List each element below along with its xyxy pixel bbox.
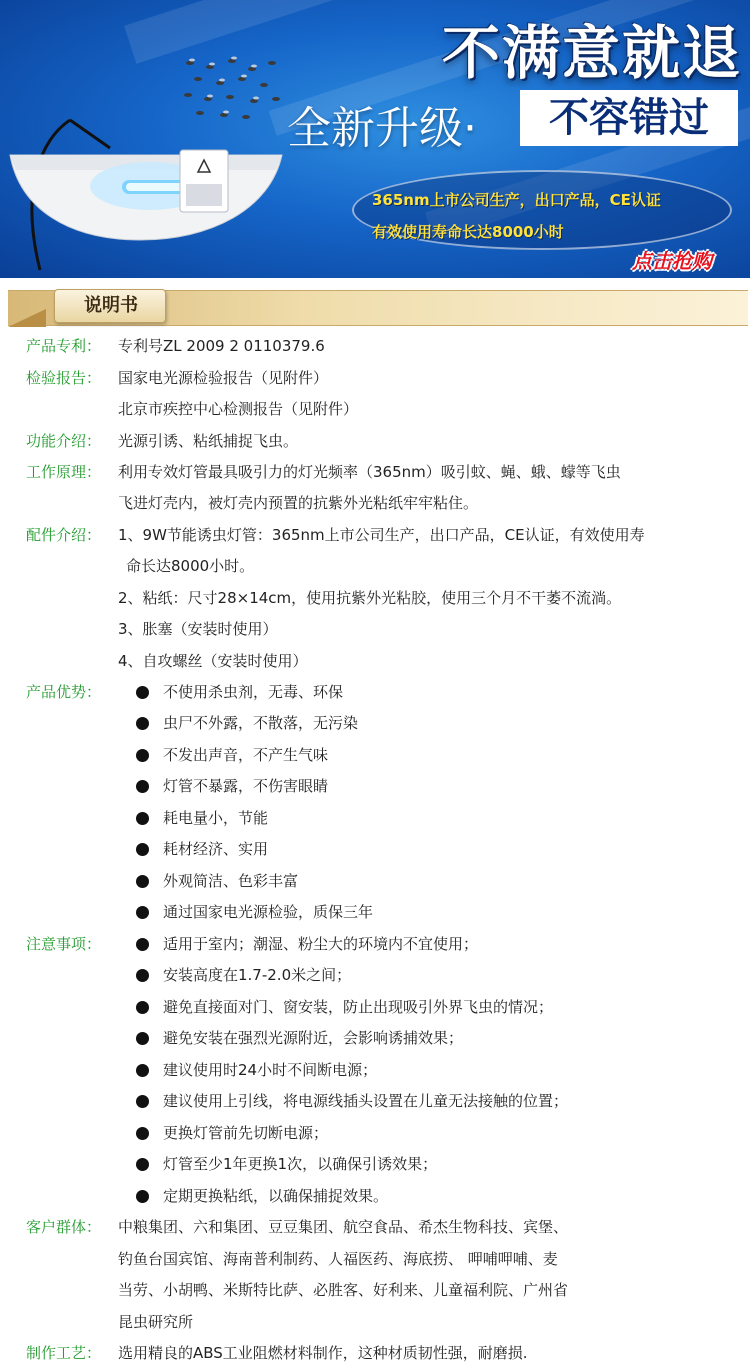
caution-text: 定期更换粘纸，以确保捕捉效果。 xyxy=(163,1187,389,1205)
ribbon-tail xyxy=(8,309,46,327)
caution-text: 建议使用时24小时不间断电源； xyxy=(163,1061,378,1079)
spec-value: 飞进灯壳内，被灯壳内预置的抗紫外光粘纸牢牢粘住。 xyxy=(118,494,479,512)
bullet-icon xyxy=(136,749,149,762)
spec-value: 中粮集团、六和集团、豆豆集团、航空食品、希杰生物科技、宾堡、 xyxy=(118,1218,569,1236)
headline: 不满意就退 xyxy=(441,19,742,87)
advantage-text: 耗材经济、实用 xyxy=(163,840,269,858)
bullet-icon xyxy=(136,969,149,982)
buy-now-button[interactable]: 点击抢购 xyxy=(632,249,712,273)
spec-value: 选用精良的ABS工业阻燃材料制作，这种材质韧性强，耐磨损. xyxy=(118,1344,528,1362)
advantage-text: 不发出声音，不产生气味 xyxy=(163,746,329,764)
spec-label: 产品专利： xyxy=(26,337,102,355)
feature-line: 有效使用寿命长达8000小时 xyxy=(372,223,564,241)
spec-value: 2、粘纸：尺寸28×14cm，使用抗紫外光粘胶，使用三个月不干萎不流淌。 xyxy=(118,589,622,607)
bullet-icon xyxy=(136,1001,149,1014)
advantage-text: 灯管不暴露，不伤害眼睛 xyxy=(163,777,329,795)
feature-line: 365nm上市公司生产，出口产品，CE认证 xyxy=(372,191,661,209)
spec-label: 功能介绍： xyxy=(26,432,102,450)
spec-value: 昆虫研究所 xyxy=(118,1313,194,1331)
spec-value: 钓鱼台国宾馆、海南普利制药、人福医药、海底捞、 呷哺呷哺、麦 xyxy=(118,1250,558,1268)
section-header xyxy=(8,290,748,326)
spec-value: 3、胀塞（安装时使用） xyxy=(118,620,278,638)
spec-label: 客户群体： xyxy=(26,1218,102,1236)
spec-label: 配件介绍： xyxy=(26,526,102,544)
advantage-text: 外观简洁、色彩丰富 xyxy=(163,872,299,890)
spec-value: 光源引诱、粘纸捕捉飞虫。 xyxy=(118,432,299,450)
spec-value: 专利号ZL 2009 2 0110379.6 xyxy=(118,337,325,355)
caution-text: 建议使用上引线，将电源线插头设置在儿童无法接触的位置； xyxy=(163,1092,569,1110)
spec-value: 国家电光源检验报告（见附件） xyxy=(118,369,329,387)
bullet-icon xyxy=(136,1064,149,1077)
bullet-icon xyxy=(136,938,149,951)
bullet-icon xyxy=(136,1032,149,1045)
spec-value: 利用专效灯管最具吸引力的灯光频率（365nm）吸引蚊、蝇、蛾、蠓等飞虫 xyxy=(118,463,621,481)
spec-value: 北京市疾控中心检测报告（见附件） xyxy=(118,400,359,418)
advantage-text: 通过国家电光源检验，质保三年 xyxy=(163,903,374,921)
bullet-icon xyxy=(136,717,149,730)
spec-label: 产品优势： xyxy=(26,683,102,701)
bullet-icon xyxy=(136,1190,149,1203)
bullet-icon xyxy=(136,875,149,888)
spec-label: 制作工艺： xyxy=(26,1344,102,1362)
section-title: 说明书 xyxy=(84,295,138,316)
bullet-icon xyxy=(136,812,149,825)
spec-label: 检验报告： xyxy=(26,369,102,387)
section-tab xyxy=(54,289,166,323)
caution-text: 安装高度在1.7-2.0米之间； xyxy=(163,966,352,984)
promo-banner xyxy=(0,0,750,278)
spec-label: 注意事项： xyxy=(26,935,102,953)
spec-value: 当劳、小胡鸭、米斯特比萨、必胜客、好利来、儿童福利院、广州省 xyxy=(118,1281,569,1299)
bullet-icon xyxy=(136,686,149,699)
spec-value: 命长达8000小时。 xyxy=(126,557,255,575)
advantage-text: 耗电量小，节能 xyxy=(163,809,269,827)
lamp-illustration xyxy=(0,100,300,278)
bullet-icon xyxy=(136,1095,149,1108)
spec-label: 工作原理： xyxy=(26,463,102,481)
advantage-text: 不使用杀虫剂，无毒、环保 xyxy=(163,683,344,701)
tagline-right: 不容错过 xyxy=(520,90,738,146)
caution-text: 灯管至少1年更换1次，以确保引诱效果； xyxy=(163,1155,438,1173)
bullet-icon xyxy=(136,1127,149,1140)
spec-value: 4、自攻螺丝（安装时使用） xyxy=(118,652,308,670)
caution-text: 更换灯管前先切断电源； xyxy=(163,1124,329,1142)
bullet-icon xyxy=(136,1158,149,1171)
tagline-left: 全新升级· xyxy=(287,103,477,154)
bullet-icon xyxy=(136,843,149,856)
advantage-text: 虫尸不外露，不散落，无污染 xyxy=(163,714,359,732)
caution-text: 避免安装在强烈光源附近，会影响诱捕效果； xyxy=(163,1029,464,1047)
bullet-icon xyxy=(136,906,149,919)
bullet-icon xyxy=(136,780,149,793)
caution-text: 避免直接面对门、窗安装，防止出现吸引外界飞虫的情况； xyxy=(163,998,554,1016)
caution-text: 适用于室内；潮湿、粉尘大的环境内不宜使用； xyxy=(163,935,479,953)
spec-value: 1、9W节能诱虫灯管：365nm上市公司生产，出口产品，CE认证，有效使用寿 xyxy=(118,526,645,544)
